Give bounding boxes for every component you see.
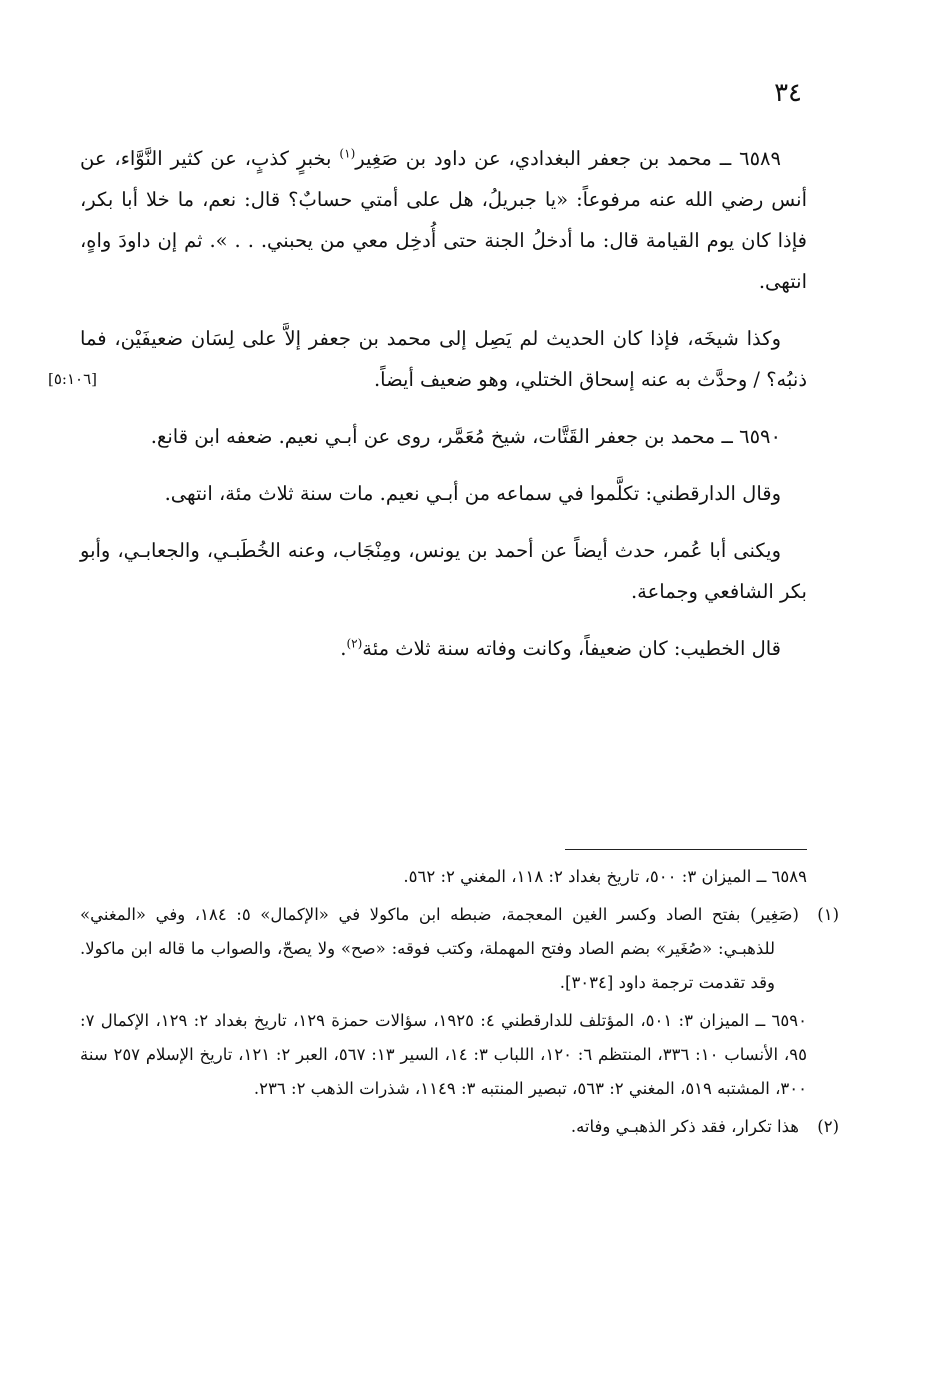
- footnote-mark-2[interactable]: (٢): [346, 636, 363, 651]
- margin-reference: [٥:١٠٦]: [48, 370, 97, 388]
- paragraph-6589-body: بخبرٍ كذبٍ، عن كثير النَّوَّاء، عن أنس رضي الله عنه مرفوعاً: «يا جبريلُ، هل على أمتي حسابٌ؟ قال: نعم، ما خلا أبا بكر، فإذا كان يوم القيامة قال: ما أدخلُ الجنة حتى أُدخِل معي من يحبني. . . ». ثم إن داودَ واهٍ، انتهى.: [80, 147, 807, 293]
- paragraph-khatib-text: قال الخطيب: كان ضعيفاً، وكانت وفاته سنة ثلاث مئة: [362, 637, 781, 660]
- footnote-1-text: (صَغِير) بفتح الصاد وكسر الغين المعجمة، ضبطه ابن ماكولا في «الإكمال» ٥: ١٨٤، وفي «المغني» للذهبـي: «صُغَير» بضم الصاد وفتح المهملة، وكتب فوقه: «صح» ولا يصحّ، والصواب ما قاله ابن ماكولا. وقد تقدمت ترجمة داود [٣٠٣٤].: [80, 905, 799, 992]
- footnote-ref-6590: ٦٥٩٠ ــ الميزان ٣: ٥٠١، المؤتلف للدارقطني ٤: ١٩٢٥، سؤالات حمزة ١٢٩، تاريخ بغداد ٢: ١٢٩، الإكمال ٧: ٩٥، الأنساب ١٠: ٣٣٦، المنتظم ٦: ١٢٠، اللباب ٣: ١٤، السير ١٣: ٥٦٧، العبر ٢: ١٢١، تاريخ الإسلام ٢٥٧ سنة ٣٠٠، المشتبه ٥١٩، المغني ٢: ٥٦٣، تبصير المنتبه ٣: ١١٤٩، شذرات الذهب ٢: ٢٣٦.: [80, 1011, 807, 1098]
- paragraph-daraqutni: وقال الدارقطني: تكلَّموا في سماعه من أبـي نعيم. مات سنة ثلاث مئة، انتهى.: [164, 482, 781, 505]
- paragraph-sheikh: [48, 318, 807, 400]
- paragraph-6589-head: ٦٥٨٩ ــ محمد بن جعفر البغدادي، عن داود بن صَغِير: [355, 147, 781, 170]
- paragraph-sheikh-text: وكذا شيخَه، فإذا كان الحديث لم يَصِل إلى محمد بن جعفر إلاَّ على لِسَان ضعيفَيْن، فما ذنبُه؟ / وحدَّث به عنه إسحاق الختلي، وهو ضعيف أيضاً.: [80, 327, 807, 391]
- footnotes: [80, 860, 839, 1148]
- page-number: ٣٤: [774, 78, 802, 108]
- footnote-1: (١)(صَغِير) بفتح الصاد وكسر الغين المعجمة، ضبطه ابن ماكولا في «الإكمال» ٥: ١٨٤، وفي «المغني» للذهبـي: «صُغَير» بضم الصاد وفتح المهملة، وكتب فوقه: «صح» ولا يصحّ، والصواب ما قاله ابن ماكولا. وقد تقدمت ترجمة داود [٣٠٣٤].: [80, 905, 839, 992]
- paragraph-khatib: [80, 628, 807, 669]
- footnote-ref-6589: ٦٥٨٩ ــ الميزان ٣: ٥٠٠، تاريخ بغداد ٢: ١١٨، المغني ٢: ٥٦٢.: [403, 867, 807, 886]
- paragraph-6590: ٦٥٩٠ ــ محمد بن جعفر القَتَّات، شيخ مُعَمَّر، روى عن أبـي نعيم. ضعفه ابن قانع.: [150, 425, 781, 448]
- footnote-2: (٢)هذا تكرار، فقد ذكر الذهبـي وفاته.: [570, 1117, 839, 1136]
- main-text: [48, 138, 807, 685]
- footnote-2-text: هذا تكرار، فقد ذكر الذهبـي وفاته.: [570, 1117, 799, 1136]
- footnote-separator: [565, 849, 807, 850]
- paragraph-khatib-end: .: [340, 637, 347, 660]
- paragraph-kunya: ويكنى أبا عُمر، حدث أيضاً عن أحمد بن يونس، ومِنْجَاب، وعنه الخُطَبـي، والجعابـي، وأبو بكر الشافعي وجماعة.: [80, 539, 807, 603]
- paragraph-6589: [80, 138, 807, 302]
- footnote-mark-1[interactable]: (١): [339, 146, 356, 161]
